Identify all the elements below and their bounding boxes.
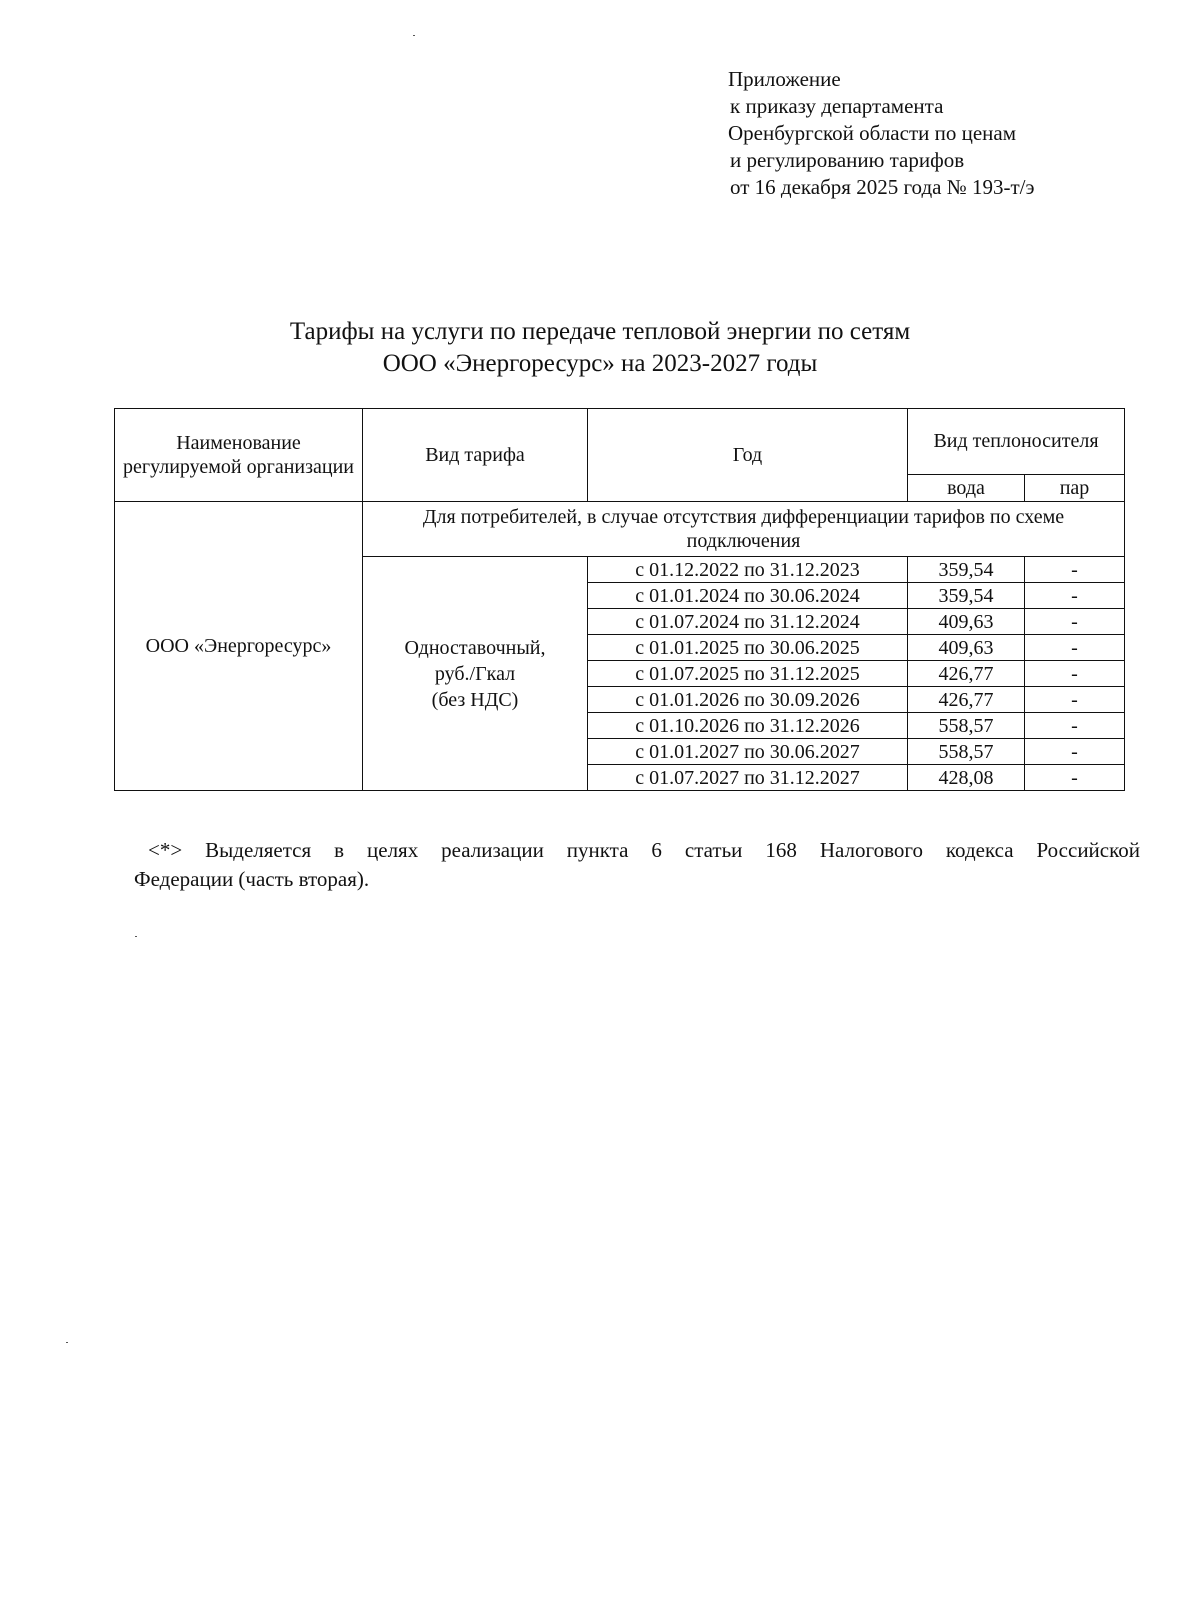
steam-value: - bbox=[1025, 635, 1125, 661]
appendix-line: и регулированию тарифов bbox=[730, 148, 965, 172]
tariff-type-line: (без НДС) bbox=[431, 688, 519, 711]
organization-cell: ООО «Энергоресурс» bbox=[115, 502, 363, 791]
consumer-note-row bbox=[115, 502, 1125, 557]
appendix-line: от 16 декабря 2025 года № 193-т/э bbox=[730, 175, 1035, 199]
water-value: 409,63 bbox=[908, 635, 1025, 661]
water-value: 428,08 bbox=[908, 765, 1025, 791]
document-title bbox=[0, 316, 1200, 380]
footnote-line-2: Федерации (часть вторая). bbox=[134, 867, 370, 891]
consumer-note: Для потребителей, в случае отсутствия дифференциации тарифов по схеме подключения bbox=[363, 502, 1125, 557]
period-cell: с 01.07.2025 по 31.12.2025 bbox=[588, 661, 908, 687]
steam-value: - bbox=[1025, 661, 1125, 687]
period-cell: с 01.07.2027 по 31.12.2027 bbox=[588, 765, 908, 791]
footnote-line-1: <*> Выделяется в целях реализации пункта 6 статьи 168 Налогового кодекса Российской bbox=[148, 838, 1140, 862]
appendix-line: к приказу департамента bbox=[730, 94, 944, 118]
water-value: 359,54 bbox=[908, 583, 1025, 609]
appendix-header bbox=[728, 66, 1035, 201]
header-carrier: Вид теплоносителя bbox=[908, 409, 1125, 475]
appendix-line: Приложение bbox=[728, 67, 841, 91]
period-cell: с 01.01.2025 по 30.06.2025 bbox=[588, 635, 908, 661]
steam-value: - bbox=[1025, 739, 1125, 765]
table-header-row bbox=[115, 409, 1125, 475]
steam-value: - bbox=[1025, 765, 1125, 791]
title-line-1: Тарифы на услуги по передаче тепловой энергии по сетям bbox=[289, 318, 911, 345]
steam-value: - bbox=[1025, 609, 1125, 635]
tariff-table bbox=[114, 408, 1125, 791]
period-cell: с 01.01.2026 по 30.09.2026 bbox=[588, 687, 908, 713]
scan-speck bbox=[413, 35, 415, 36]
header-organization: Наименование регулируемой организации bbox=[115, 409, 363, 502]
steam-value: - bbox=[1025, 583, 1125, 609]
period-cell: с 01.07.2024 по 31.12.2024 bbox=[588, 609, 908, 635]
steam-value: - bbox=[1025, 687, 1125, 713]
steam-value: - bbox=[1025, 557, 1125, 583]
water-value: 359,54 bbox=[908, 557, 1025, 583]
scan-speck bbox=[135, 936, 137, 937]
scan-speck bbox=[66, 1342, 68, 1343]
tariff-type-line: Одноставочный, bbox=[404, 636, 546, 659]
period-cell: с 01.12.2022 по 31.12.2023 bbox=[588, 557, 908, 583]
header-tariff-type: Вид тарифа bbox=[363, 409, 588, 502]
water-value: 426,77 bbox=[908, 661, 1025, 687]
water-value: 558,57 bbox=[908, 739, 1025, 765]
appendix-line: Оренбургской области по ценам bbox=[728, 121, 1017, 145]
tariff-type-line: руб./Гкал bbox=[434, 662, 516, 685]
tariff-type-cell bbox=[363, 557, 588, 791]
period-cell: с 01.01.2024 по 30.06.2024 bbox=[588, 583, 908, 609]
water-value: 409,63 bbox=[908, 609, 1025, 635]
header-year: Год bbox=[588, 409, 908, 502]
water-value: 558,57 bbox=[908, 713, 1025, 739]
period-cell: с 01.10.2026 по 31.12.2026 bbox=[588, 713, 908, 739]
water-value: 426,77 bbox=[908, 687, 1025, 713]
period-cell: с 01.01.2027 по 30.06.2027 bbox=[588, 739, 908, 765]
steam-value: - bbox=[1025, 713, 1125, 739]
title-line-2: ООО «Энергоресурс» на 2023-2027 годы bbox=[382, 350, 818, 377]
footnote bbox=[134, 836, 1140, 894]
header-steam: пар bbox=[1025, 474, 1125, 501]
header-water: вода bbox=[908, 474, 1025, 501]
